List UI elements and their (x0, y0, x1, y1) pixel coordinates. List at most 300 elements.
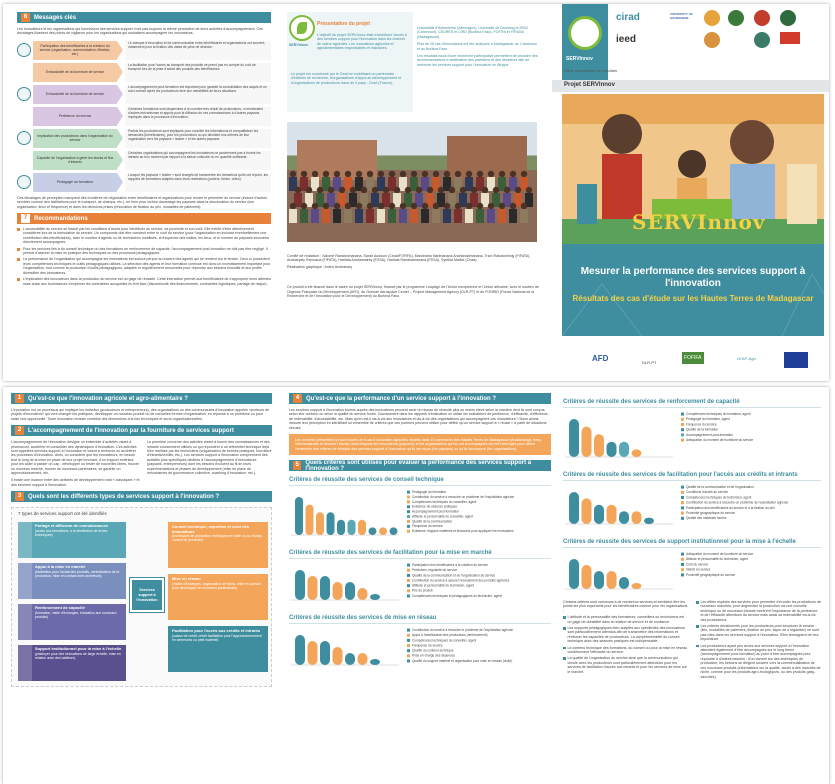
chart-bar (390, 528, 398, 536)
recommendations-list (17, 227, 271, 286)
project-presentation-panel (283, 4, 545, 381)
diagram-subtitle: 7 types de services support ont été identifiés (18, 511, 107, 517)
person-head (411, 203, 417, 209)
person-head (328, 187, 334, 193)
key-message-row (17, 150, 271, 171)
presentation-results: Les résultats issus d'une recherche participative permettent de produire des recommandations à destination des praticiens et des décideurs afin de renforcer les services support pour l'innovation en Afrique. (417, 54, 538, 67)
legend-label: Accompagnement post-formation (412, 509, 459, 514)
partner-logo-3 (754, 10, 770, 26)
service-type-body (32, 522, 126, 558)
partner-logo-5 (704, 32, 720, 48)
conclusion-item (696, 624, 821, 642)
key-message-detail: La facilitation pour l'accès au transport des produits ne prend pas en compte du coût de transport lors de la prise d'achat des produits des bénéficiaires. (125, 63, 271, 82)
chart-legend (407, 563, 510, 598)
person-head (433, 203, 439, 209)
person-body (377, 209, 385, 223)
service-type-desc: (visites d'échanges, organisation de foires, mise en contact pour développer de nouveaux partenariats) (172, 581, 261, 590)
person-head (433, 171, 439, 177)
conclusion-text: Les producteurs ayant peu accès aux services support à l'innovation attendent également d'être accompagnés sur le long terme (accompagnement post-formation) au point d'être accompagnés pour répondre à d'autres besoins : d'un conseil sur des techniques de production, les besoins se dirigent souvent vers la commercialisation de ces nouveaux produits (informations sur la qualité, accès à des marchés de niche, comme pour les produits agro-écologiques, ou des produits gasy-vaccinés). (700, 643, 821, 679)
section-4-number: 4 (293, 394, 302, 403)
bullet-icon (17, 278, 20, 281)
section-6-title: Messages clés (34, 14, 77, 21)
section-6-number: 6 (21, 13, 30, 22)
service-type-desc: (plaidoyer pour des innovations de large échelle, mise en relation avec des bailleurs) (35, 651, 121, 660)
conclusions-right-list (696, 600, 821, 681)
cover-logo-block (562, 4, 608, 89)
legend-label: Qualité de la communication et de l'organisation du service (412, 573, 496, 578)
presentation-left-text2: Le projet est coordonné par le Cirad en mobilisant un partenariat d'instituts de recherche, d'organisations d'appui au développement et d'organisations de producteurs issus de 5 pays : Cirad (France), (291, 72, 401, 85)
legend-swatch (681, 486, 684, 489)
section-5-number: 5 (293, 461, 301, 470)
presentation-right (417, 26, 539, 67)
person-head (301, 203, 307, 209)
recommendation-text: Pour les services liés à du conseil technique ou des formations en renforcement de capacité, l'accompagnement post-formation ne doit pas être négligé. Il permet d'assurer la mise en pratique des techniques ou des processus pédagogiques. (23, 246, 268, 256)
legend-label: Prévisions, régularité du service (412, 568, 458, 573)
section-2-body (11, 440, 272, 487)
legend-swatch (681, 512, 684, 515)
chart-bar (569, 492, 579, 524)
person-head (334, 171, 340, 177)
chart-bar (370, 659, 380, 665)
person-body (333, 209, 341, 223)
charts-right-column (563, 399, 821, 598)
key-message-icon (17, 43, 31, 57)
chart-bar (333, 582, 343, 600)
chart-bar (607, 442, 617, 457)
presentation-left (287, 12, 413, 112)
cover-brand-wordmark: SERVInnov (632, 210, 766, 234)
recommendation-text: L'implication des innovateurs dans la production du service est un gage de réussite. Cette interaction permet aux bénéficiaires de s'approprier leurs attentes mais aussi aux fournisseurs d'exprimer les contraintes auxquelles ils font face (discontinuité des financements, contraintes logistiques, partage de risque). (23, 277, 271, 286)
legend-swatch (681, 413, 684, 416)
partner-logo-7 (780, 32, 800, 44)
key-message-detail: L'accompagnement post-formation est important pour garantir la consolidation des acquis et un suivi-conseil après les producteurs face aux variabilités de leurs situations. (125, 85, 271, 104)
chart-title-rule (563, 480, 821, 481)
person-head (411, 171, 417, 177)
logo-leapagri: LEAP-Agri (737, 356, 756, 361)
key-message-criterion: Participation des bénéficiaires à la création du service (organisation, communication, filtration, etc.) (33, 41, 117, 60)
person-head (427, 187, 433, 193)
chart-bar (295, 570, 305, 600)
chart-title-rule (563, 407, 821, 408)
chart-bar (348, 520, 356, 535)
chart-bar (619, 577, 629, 589)
section-2-text-left: L'accompagnement de l'innovation désigne un ensemble d'activités visant à promouvoir, accélérer et consolider des dynamiques d'innovation. Ces activités sont appelées services support à l'innovation et visent à renforcer ou accélérer les processus d'innovation. Ainsi, on considère que les innovateurs, en besoin tout le long de la mise en place de leur projet innovant, d'un support extérieur pour les aider à passer un cap : développer ou tester de nouvelles idées, trouver un nouveau marché, trouver de nouveaux partenaires, se garantir un approvisionnement, etc. (11, 440, 140, 476)
legend-swatch (681, 558, 684, 561)
person-head (400, 171, 406, 177)
section-7-title: Recommandations (34, 215, 88, 222)
legend-label: Attitude et personnalité du technicien, agent (412, 583, 475, 588)
section-4-title: Qu'est-ce que la performance d'un service support à l'innovation ? (306, 395, 496, 402)
person-head (526, 187, 532, 193)
section-2-header (11, 425, 272, 436)
charts-left-column (289, 477, 551, 674)
section-7-header (17, 213, 271, 224)
chart-title: Critères de réussite des services de renforcement de capacité (563, 399, 740, 405)
criteria-chart (563, 472, 821, 533)
chart-title-rule (563, 547, 821, 548)
person-head (400, 203, 406, 209)
person-head (301, 171, 307, 177)
legend-swatch (407, 579, 410, 582)
legend-swatch (681, 439, 684, 442)
person-head (350, 187, 356, 193)
inner-col-3 (561, 387, 829, 784)
legend-label: Participation des bénéficiaires à la création du service (412, 563, 489, 568)
conclusion-text: La qualité de l'organisation du service ainsi que la communication qui circule avec les producteurs sont particulièrement attendues pour les services de facilitation d'accès aux intrants et pour les services de mise sur le marché. (567, 656, 687, 674)
legend-swatch (407, 501, 410, 504)
person-head (466, 171, 472, 177)
presentation-left-text: L'objectif du projet SERVInnov était d'améliorer l'accès à des services support pour l'innovation dans les chaînes de valeur agricoles. Les innovations agricoles et agroalimentaires responsables et inclusives. (317, 33, 407, 51)
person-head (438, 187, 444, 193)
person-head (345, 203, 351, 209)
person-head (488, 203, 494, 209)
chart-bar (333, 647, 343, 665)
chart-svg (289, 562, 551, 604)
legend-label: Attitude et personnalité du conseiller, agent (412, 514, 473, 519)
chart-bar (582, 565, 592, 589)
partner-logo-6 (754, 32, 770, 48)
chart-legend (681, 485, 788, 520)
person-head (471, 187, 477, 193)
person-head (295, 187, 301, 193)
diagram-center-label: Services support à l'innovation (136, 588, 158, 602)
bullet-icon (696, 601, 699, 604)
person-head (515, 187, 521, 193)
legend-label: Compétences techniques du technicien, agent (686, 495, 752, 500)
criteria-chart (289, 615, 551, 674)
service-type-box (18, 604, 126, 640)
service-type-desc: (facilitation pour l'achat des produits, centralisation de la production, mise en contact avec acheteurs) (35, 569, 120, 578)
chart-bar (306, 505, 314, 535)
funding-text: Ce produit a été financé dans le cadre du projet SERVInnov, financé par le programme LeapAgri de l'Union européenne et l'Union africaine, avec le soutien de l'Agence Française du Développement (AFD), du German Aerospace Center – Project Management Agency (DLR-PT) et du FONRID (Fonds National de la Recherche et de l'Innovation pour le Développement) du Burkina Faso. (287, 285, 539, 299)
legend-label: Adéquation du moment de fourniture du service (686, 552, 754, 556)
chart-bar (632, 449, 642, 457)
chart-title-rule (289, 623, 551, 624)
chart-svg (563, 484, 825, 528)
chart-bar (582, 498, 592, 524)
legend-label: Attitude et personnalité du technicien, agent (686, 557, 749, 562)
legend-label: Compétences techniques du formateur, agent (686, 412, 751, 416)
chart-legend (681, 412, 753, 442)
person-head (455, 171, 461, 177)
legend-swatch (407, 574, 410, 577)
legend-swatch (407, 649, 410, 652)
conclusion-item (563, 615, 688, 624)
person-body (289, 209, 297, 223)
section-2-text-left2: Il existe une nuance entre des activités de développement rural « classiques » et des services support à l'innovation. (11, 478, 140, 487)
key-message-arrow-icon (117, 173, 123, 191)
person-head (312, 171, 318, 177)
key-message-row (17, 40, 271, 61)
person-body (300, 209, 308, 223)
chart-bar (358, 653, 368, 665)
legend-label: Fréquence du service (686, 422, 717, 427)
bullet-icon (17, 258, 20, 261)
legend-swatch (407, 595, 410, 598)
legend-label: Qualité de la communication et de l'organisation (686, 485, 754, 489)
chart-bar (320, 641, 330, 665)
legend-label: Participation des bénéficiaires au service et à la fixation du prix (686, 505, 775, 510)
credits-graphic: Réalisation graphique : Anteo Andrianary (287, 264, 353, 269)
brochure-inner-spread (3, 387, 829, 784)
section-2-number: 2 (15, 426, 24, 435)
person-head (499, 203, 505, 209)
person-head (394, 187, 400, 193)
legend-label: Fréquence du service (412, 524, 443, 529)
legend-label: Appui à l'amélioration des productions (renforcement) (412, 633, 488, 638)
legend-swatch (681, 553, 684, 556)
key-message-criterion: Pédagogie du formateur (33, 173, 117, 192)
person-head (477, 171, 483, 177)
section-1-title: Qu'est-ce que l'innovation agricole et agro-alimentaire ? (28, 395, 188, 402)
chart-bar (619, 511, 629, 524)
legend-swatch (681, 423, 684, 426)
person-head (521, 203, 527, 209)
person-head (482, 187, 488, 193)
service-type-icon (18, 522, 32, 558)
person-body (498, 209, 506, 223)
conclusions-intro: Certains critères sont communs à de nombreux services et semblent être les points les plus importants pour les bénéficiaires comme pour les organisations : (563, 600, 688, 613)
key-message-criterion: Implication des producteurs dans l'organisation du service (33, 129, 117, 148)
bullet-icon (17, 228, 20, 231)
chart-svg (289, 489, 551, 539)
key-message-row (17, 172, 271, 193)
credits-text: Comité de rédaction : Salomé Ranaivomanana, Sarah Audouin (Cirad/FOFIFA), Mandranto Narimanana Andrianarimanana, Trion Rakotonirinjy (FIFATA), Andrianjafy Ramosoa (FIFATA), Harilala Andriamainty (ESSA), Harilala Randriamanana (ESSA), Synthia Maillot (Cirad). (287, 254, 531, 263)
chart-bar (358, 588, 368, 600)
conclusion-item (563, 626, 688, 644)
service-type-title: Mise en réseau (172, 576, 201, 582)
key-message-detail: Lorsque les paysans « leader » sont chargés de transmettre les formations qu'ils ont reçues, les rapports de formations adaptés dans leurs restitutions (posters, fiches, vidéo). (125, 173, 271, 192)
legend-label: Prix du produit (412, 588, 433, 593)
bullet-icon (17, 248, 20, 251)
conclusion-text: L'attitude et la personnalité des formateurs, conseillers ou techniciens est un gage de durabilité dans la relation de service et de confiance (567, 615, 685, 624)
chart-bar (644, 518, 654, 524)
section-7-number: 7 (21, 214, 30, 223)
person-head (339, 187, 345, 193)
legend-swatch (407, 515, 410, 518)
chart-bar (327, 512, 335, 535)
person-head (378, 171, 384, 177)
chart-title: Critères de réussite des services de conseil technique (289, 477, 444, 484)
chart-bar (632, 583, 642, 589)
inner-col-1 (3, 387, 278, 784)
legend-swatch (407, 629, 410, 632)
chart-title: Critères de réussite des services de mise en réseau (289, 615, 437, 622)
service-type-box (168, 522, 268, 568)
person-body (443, 209, 451, 223)
conclusion-text: Le contenu technique des formations, du conseil ou pour la mise en réseau conditionnent l'efficacité du service. (567, 645, 688, 655)
chart-bar (369, 528, 377, 536)
person-head (444, 203, 450, 209)
legend-label: Fréquence du service (412, 643, 443, 648)
section-4-header (289, 393, 551, 404)
legend-swatch (681, 428, 684, 431)
cover-footer-logos (562, 346, 824, 376)
legend-swatch (407, 590, 410, 593)
service-type-box (18, 563, 126, 599)
section-3-header (11, 491, 272, 502)
chart-bar (308, 641, 318, 665)
legend-swatch (407, 520, 410, 523)
legend-swatch (681, 563, 684, 566)
legend-label: Qualité du contenu technique (412, 648, 454, 653)
cover-main-title: Mesurer la performance des services support à l'innovation (580, 266, 806, 289)
person-head (378, 203, 384, 209)
chart-bar (569, 419, 579, 457)
service-type-title: Partage et diffusion de connaissances (35, 523, 108, 529)
legend-label: Pédagogie du formateur (412, 490, 447, 495)
person-head (510, 203, 516, 209)
person-head (422, 203, 428, 209)
photo-people (287, 122, 537, 242)
section-6-header (17, 12, 271, 23)
legend-label: Contribution du service à résoudre un problème de l'exploitation agricole (686, 500, 789, 505)
bullet-icon (696, 645, 699, 648)
conclusion-text: Les supports pédagogiques bien adaptés aux spécificités des innovateurs sont particulièrement attendus afin de transmettre des informations et renforcer les capacités de producteurs. La complémentarité du conseil technique avec des séances pratiques est indispensable. (567, 626, 685, 644)
key-message-icon (17, 87, 31, 101)
person-body (311, 209, 319, 223)
legend-swatch (681, 491, 684, 494)
legend-label: Qualité de la communication (412, 519, 453, 524)
legend-label: Compétences techniques du conseiller, agent (412, 500, 477, 505)
project-banner (552, 80, 829, 92)
chart-bar (345, 582, 355, 600)
partner-logos-row (702, 8, 822, 50)
chart-bar (379, 528, 387, 536)
logo-eu-flag (784, 352, 808, 368)
cover-title-box (562, 244, 824, 336)
key-message-detail: Parfois les producteurs sont impliqués pour concilier les informations et compatibiliser les demandes (bénéficiaires), pour les producteurs ou qui décident eux-mêmes de leur organisation vers les paysans « leader » et les autres paysans. (125, 129, 271, 148)
person-body (465, 209, 473, 223)
cover-pattern (562, 244, 824, 336)
key-message-detail: Certaines formations sont dispensées à un nombre très réduit de producteurs, ni nécessitent d'autres mécanismes et appuis pour la diffusion de ces connaissances à d'autres paysans impliqués dans le processus d'innovation. (125, 107, 271, 126)
presentation-box (287, 12, 539, 112)
chart-legend (407, 628, 513, 663)
legend-swatch (681, 517, 684, 520)
key-message-criterion: Capacité de l'organisation à gérer les stocks et flux d'intrants (33, 151, 117, 170)
key-message-arrow-icon (117, 151, 123, 169)
person-head (345, 171, 351, 177)
person-body (432, 209, 440, 223)
chart-bar (358, 520, 366, 535)
person-head (334, 203, 340, 209)
criteria-chart (563, 539, 821, 598)
person-body (322, 209, 330, 223)
cover-panel (552, 4, 829, 381)
bullet-icon (563, 657, 566, 660)
chart-title: Critères de réussite des services de facilitation pour la mise en marché (289, 550, 492, 557)
person-head (383, 187, 389, 193)
project-banner-label: Projet SERVInnov (564, 82, 615, 88)
section-3-number: 3 (15, 492, 24, 501)
person-head (290, 203, 296, 209)
recommendation-text: La performance de l'organisation qui accompagne les innovateurs est surtout perçue au travers des agents qui se rendent sur le terrain. Ceux-ci possèdent leurs compétences techniques et outils pédagogiques utilisés. La sélection des agents et leur formation continue est donc un investissement important pour l'organisation, tout comme la production d'outils pédagogiques, adaptés et régulièrement renouvelés pour répondre aux besoins évolutifs et aux profils diversifiés des innovateurs. (23, 257, 271, 275)
person-head (488, 171, 494, 177)
person-body (366, 209, 374, 223)
legend-label: Compétences techniques et pédagogiques du technicien, agent (412, 594, 502, 599)
presentation-logo-label: SERVInnov (289, 43, 309, 47)
key-message-arrow-icon (117, 129, 123, 147)
chart-bar (370, 594, 380, 600)
service-type-icon (18, 645, 32, 681)
chart-bar (594, 434, 604, 457)
group-photo (287, 122, 537, 242)
legend-swatch (407, 584, 410, 587)
legend-swatch (407, 655, 410, 658)
key-message-arrow-icon (117, 85, 123, 103)
person-head (367, 203, 373, 209)
chart-bar (295, 497, 303, 535)
legend-swatch (681, 496, 684, 499)
person-head (405, 187, 411, 193)
person-head (521, 171, 527, 177)
service-type-title: Support institutionnel pour la mise à l'échelle (35, 646, 122, 652)
person-head (449, 187, 455, 193)
legend-label: Conditions d'accès au service (686, 490, 729, 495)
key-message-detail: Certaines organisations qui accompagnent les innovateurs ne parviennent pas à fournir les intrants au bon moment par rapport à la saison culturale ou en quantité suffisante. (125, 151, 271, 170)
legend-label: Qualité du support matériel et organisation pour mise en réseau (visite) (412, 659, 513, 664)
legend-label: Existence d'appuis matériels et financiers pour appliquer les innovations (412, 529, 514, 534)
key-messages-panel (3, 4, 278, 381)
chart-title: Critères de réussite des services de support institutionnel pour la mise à l'échelle (563, 539, 796, 545)
service-type-desc: (caisse de crédit, crédit facilitation pour l'approvisionnement en semences ou petit matériel) (172, 633, 262, 642)
person-head (389, 203, 395, 209)
legend-label: Prise en charge des dépenses (412, 653, 456, 658)
service-type-body (32, 563, 126, 599)
criteria-chart (289, 550, 551, 609)
legend-label: Contribution du service à résoudre le problème de l'exploitation agricole (412, 628, 514, 633)
conclusion-item (696, 644, 821, 679)
service-type-desc: (accès aux formations, à la distribution de fiches techniques) (35, 528, 108, 537)
chart-bar (316, 512, 324, 535)
service-type-icon (18, 563, 32, 599)
partner-logo-2 (728, 10, 744, 26)
logo-cirad: cirad (616, 12, 640, 23)
key-message-row (17, 128, 271, 149)
section-3-title: Quels sont les différents types de services support à l'innovation ? (28, 493, 220, 500)
service-type-box (18, 645, 126, 681)
service-type-title: Appui à la mise en marché (35, 564, 86, 570)
key-message-detail: Le manque d'innovation et de communication entre bénéficiaires et organisations ont souvent, notamment pour la fixation des dates de prise de décision (125, 41, 271, 60)
conclusions-left-list (563, 615, 688, 674)
bullet-icon (696, 625, 699, 628)
legend-swatch (407, 510, 410, 513)
legend-label: Pédagogie du formateur, agent (686, 417, 730, 422)
recommendation-item (17, 247, 271, 256)
chart-bar (569, 559, 579, 589)
service-type-title: Conseil technique, expertise et suivi des innovations (172, 524, 250, 534)
person-body (355, 209, 363, 223)
presentation-cases: Plus de 26 cas d'innovations ont été analysés à Madagascar, au Cameroun et au Burkina Faso. (417, 42, 537, 51)
logo-fofifa: FOFIFA (682, 352, 704, 364)
person-head (290, 171, 296, 177)
chart-legend (681, 552, 753, 577)
conclusion-item (563, 646, 688, 655)
person-body (388, 209, 396, 223)
legend-swatch (407, 506, 410, 509)
person-head (504, 187, 510, 193)
diagram-center-hub (130, 578, 164, 612)
legend-label: Proximité géographique du service (686, 511, 736, 515)
legend-swatch (681, 568, 684, 571)
legend-swatch (407, 564, 410, 567)
logo-leaf-icon (297, 22, 307, 34)
key-message-icon (17, 175, 31, 189)
diagram-left-boxes (18, 522, 126, 686)
person-head (356, 203, 362, 209)
cover-subtitle: Résultats des cas d'étude sur les Hautes Terres de Madagascar (572, 294, 814, 303)
section-1-number: 1 (15, 394, 24, 403)
